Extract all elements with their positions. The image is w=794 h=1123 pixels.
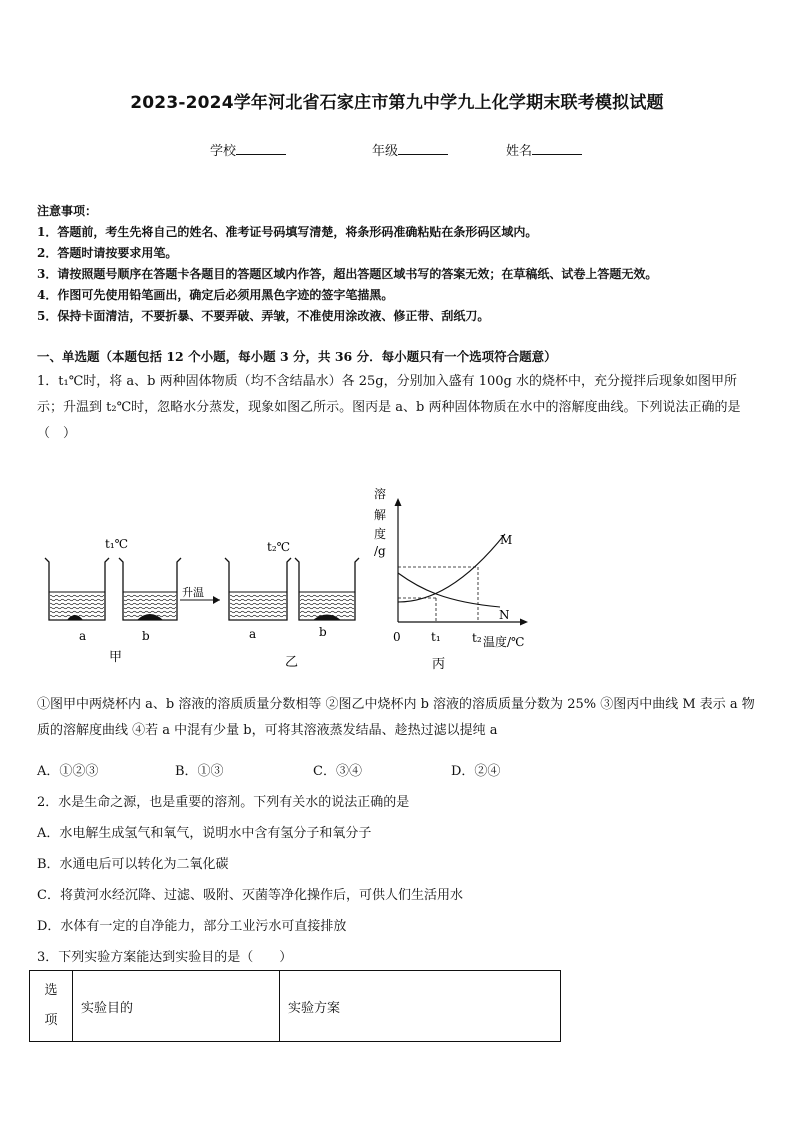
label-t1: t₁℃ bbox=[105, 537, 129, 551]
q2-option-a: A．水电解生成氢气和氧气，说明水中含有氢分子和氧分子 bbox=[37, 826, 372, 841]
label-bing: 丙 bbox=[432, 657, 446, 672]
label-yi: 乙 bbox=[285, 655, 299, 670]
q2-option-d: D．水体有一定的自净能力，部分工业污水可直接排放 bbox=[37, 919, 347, 934]
beaker-a-jia bbox=[45, 558, 109, 620]
q1-option-b: B．①③ bbox=[175, 764, 224, 779]
school-field bbox=[210, 140, 286, 159]
note-item: 2．答题时请按要求用笔。 bbox=[37, 246, 178, 260]
notes-heading: 注意事项： bbox=[37, 204, 98, 218]
tick-t2: t₂ bbox=[472, 631, 482, 645]
solubility-graph bbox=[370, 484, 540, 674]
section-heading: 一、单选题（本题包括 12 个小题，每小题 3 分，共 36 分．每小题只有一个选项符合题意） bbox=[37, 349, 557, 364]
q2-option-b: B．水通电后可以转化为二氧化碳 bbox=[37, 857, 229, 872]
q1-options bbox=[37, 760, 500, 779]
q2-stem: 2．水是生命之源，也是重要的溶剂。下列有关水的说法正确的是 bbox=[37, 795, 410, 810]
y-label-2: 解 bbox=[374, 508, 387, 522]
q1-option-c: C．③④ bbox=[313, 764, 362, 779]
curve-M-label: M bbox=[500, 533, 513, 547]
grade-field bbox=[372, 140, 448, 159]
q1-statements: ①图甲中两烧杯内 a、b 溶液的溶质质量分数相等 ②图乙中烧杯内 b 溶液的溶质质量分数为 25% ③图丙中曲线 M 表示 a 物质的溶解度曲线 ④若 a 中混有少量 b，可将其溶液蒸发结晶、趁热过滤以提纯 a bbox=[37, 697, 755, 738]
note-item: 3．请按照题号顺序在答题卡各题目的答题区域内作答，超出答题区域书写的答案无效；在草稿纸、试卷上答题无效。 bbox=[37, 267, 658, 281]
label-jia: 甲 bbox=[109, 650, 123, 665]
page-title: 2023-2024学年河北省石家庄市第九中学九上化学期末联考模拟试题 bbox=[130, 93, 664, 113]
q2-option-c: C．将黄河水经沉降、过滤、吸附、灭菌等净化操作后，可供人们生活用水 bbox=[37, 888, 463, 903]
label-a-jia: a bbox=[79, 629, 87, 643]
x-axis-arrow bbox=[520, 619, 528, 626]
q1-stem: 1．t₁℃时，将 a、b 两种固体物质（均不含结晶水）各 25g，分别加入盛有 100g 水的烧杯中，充分搅拌后现象如图甲所示；升温到 t₂℃时，忽略水分蒸发，现象如图乙所示。图丙是 a、b 两种固体物质在水中的溶解度曲线。下列说法正确的是（ ） bbox=[37, 374, 741, 441]
note-item: 5．保持卡面清洁，不要折暴、不要弄破、弄皱，不准使用涂改液、修正带、刮纸刀。 bbox=[37, 309, 490, 323]
x-axis-label: 温度/℃ bbox=[483, 635, 525, 649]
table-header-option-1: 选 bbox=[44, 983, 58, 998]
table-header-purpose: 实验目的 bbox=[73, 971, 280, 1042]
y-label-1: 溶 bbox=[374, 487, 387, 501]
beaker-b-yi bbox=[295, 558, 359, 620]
label-heat: 升温 bbox=[182, 586, 204, 599]
q1-option-d: D．②④ bbox=[451, 764, 501, 779]
q3-stem: 3．下列实验方案能达到实验目的是（ ） bbox=[37, 950, 293, 965]
label-a-yi: a bbox=[249, 627, 257, 641]
curve-N-label: N bbox=[499, 608, 510, 622]
q3-table bbox=[29, 970, 561, 1042]
name-label: 姓名 bbox=[506, 144, 533, 159]
tick-t1: t₁ bbox=[431, 630, 441, 644]
y-label-4: /g bbox=[374, 544, 386, 558]
table-header-plan: 实验方案 bbox=[280, 971, 561, 1042]
beaker-figure bbox=[37, 530, 377, 670]
label-b-jia: b bbox=[142, 629, 150, 643]
curve-M bbox=[398, 534, 505, 602]
table-header-option bbox=[30, 971, 73, 1042]
school-label: 学校 bbox=[210, 144, 237, 159]
name-blank bbox=[532, 142, 582, 155]
curve-N bbox=[398, 573, 500, 607]
notes-block bbox=[37, 201, 767, 327]
table-header-option-2: 项 bbox=[44, 1013, 58, 1028]
origin-label: 0 bbox=[393, 630, 401, 644]
q1-option-a: A．①②③ bbox=[37, 764, 99, 779]
y-label-3: 度 bbox=[374, 527, 387, 541]
note-item: 1．答题前，考生先将自己的姓名、准考证号码填写清楚，将条形码准确粘贴在条形码区域内。 bbox=[37, 225, 538, 239]
label-b-yi: b bbox=[319, 625, 327, 639]
label-t2: t₂℃ bbox=[267, 540, 291, 554]
school-blank bbox=[236, 142, 286, 155]
note-item: 4．作图可先使用铅笔画出，确定后必须用黑色字迹的签字笔描黑。 bbox=[37, 288, 394, 302]
beaker-a-yi bbox=[225, 558, 291, 620]
name-field bbox=[506, 140, 582, 159]
beaker-b-jia bbox=[119, 558, 181, 620]
y-axis-arrow bbox=[395, 498, 402, 506]
grade-blank bbox=[398, 142, 448, 155]
grade-label: 年级 bbox=[372, 144, 399, 159]
table-row bbox=[30, 971, 561, 1042]
